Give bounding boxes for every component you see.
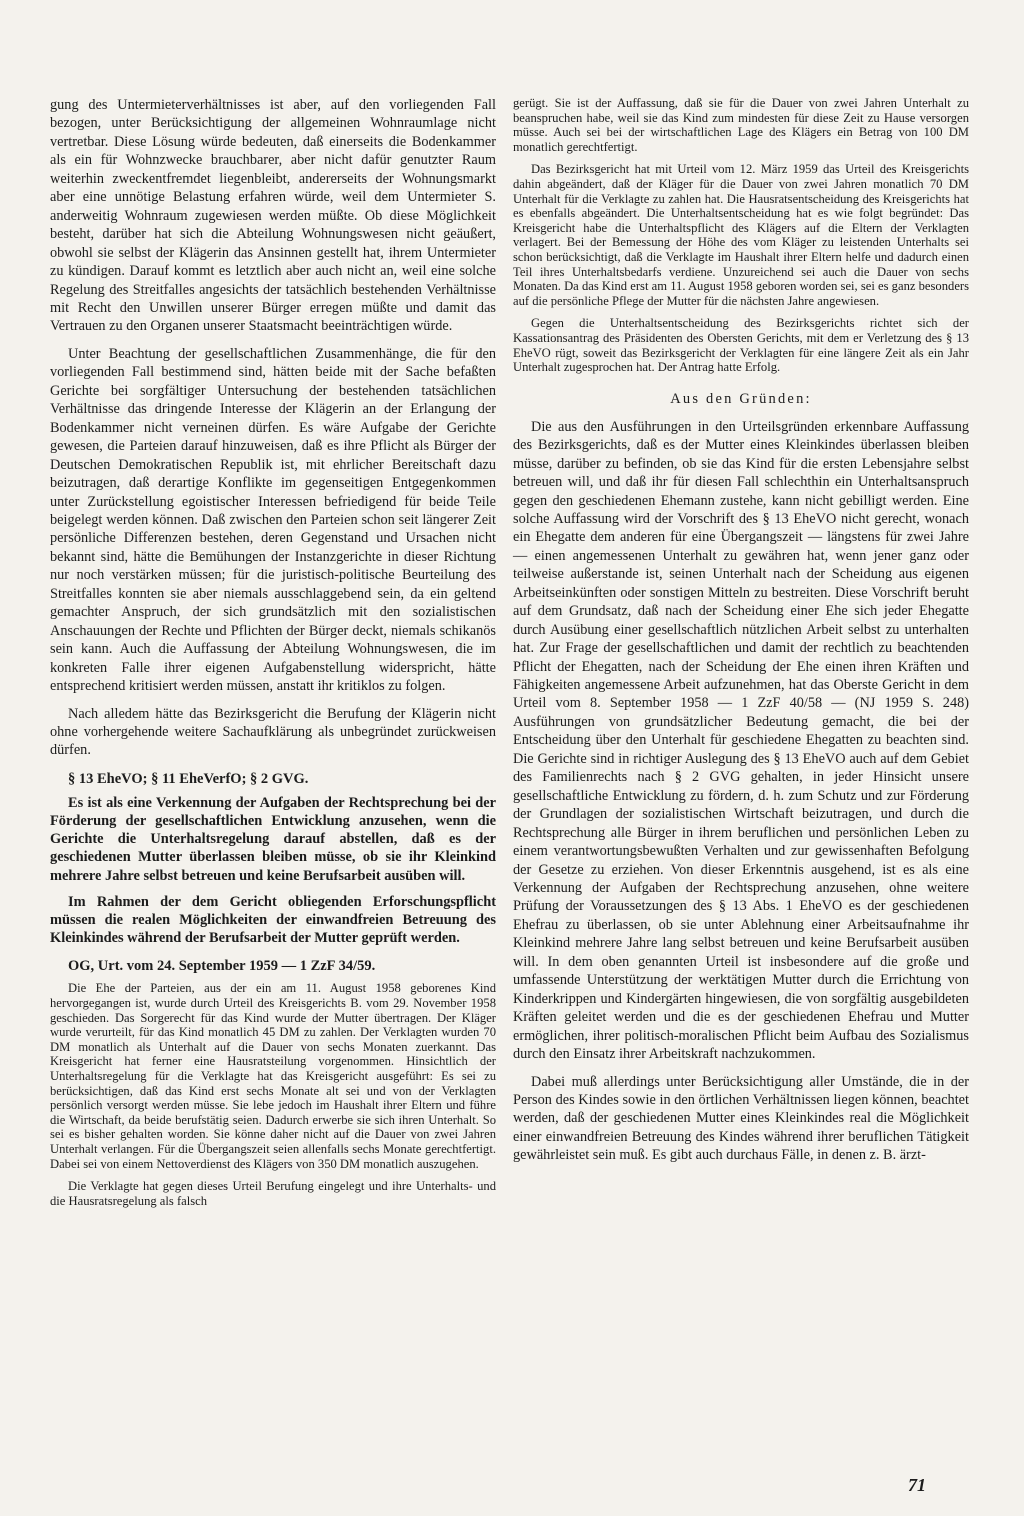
paragraph: gerügt. Sie ist der Auffassung, daß sie für die Dauer von zwei Jahren Unterhalt zu beanspruchen habe, weil sie das Kind zum mindesten für diese Zeit zu Hause versorgen müsse. Auch sei bei der wirtschaftlichen Lage des Klägers ein Betrag von 100 DM monatlich gerechtfertigt. [513,96,969,154]
paragraph: Das Bezirksgericht hat mit Urteil vom 12. März 1959 das Urteil des Kreisgerichts dahin abgeändert, daß der Kläger für die Dauer von zwei Jahren monatlich 70 DM Unterhalt für die Verklagte zu zahlen hat. Die Hausratsentscheidung des Kreisgerichts hat es ebenfalls abgeändert. Die Unterhaltsentscheidung hat es wie folgt begründet: Das Kreisgericht habe die Unterhaltspflicht des Klägers auf die Eltern der Verklagten verlagert. Bei der Bemessung der Höhe des vom Kläger zu leistenden Unterhalts sei schon berücksichtigt, daß die Verklagte im Haushalt ihrer Eltern helfe und dadurch einen Teil ihres Unterhaltsbedarfs verdiene. Unzureichend sei auch die Dauer von sechs Monaten. Da das Kind erst am 11. August 1958 geboren worden sei, sei es ganz besonders auf die persönliche Pflege der Mutter für die nächsten Jahre angewiesen. [513,162,969,308]
paragraph: gung des Untermieterverhältnisses ist aber, auf den vorliegenden Fall bezogen, unter Berücksichtigung der allgemeinen Wohnraumlage nicht vertretbar. Diese Lösung würde bedeuten, daß einerseits die Bodenkammer als ein für Wohnzwecke brauchbarer, aber nicht dafür genutzter Raum weiterhin zweckentfremdet liegenbleibt, andererseits der Wohnungsmarkt aber eine unnötige Belastung erfahren würde, weil dem Untermieter S. anderweitig Wohnraum zugewiesen werden müßte. Ob diese Möglichkeit besteht, darüber hat sich die Abteilung Wohnungswesen nicht geäußert, obwohl sie selbst der Klägerin das Ansinnen gestellt hat, ihrem Untermieter zu kündigen. Darauf kommt es letztlich aber auch nicht an, weil eine solche Regelung des Streitfalles angesichts der tatsächlich bestehenden Verhältnisse mit Recht den Unwillen unserer Bürger erregen müßte und damit das Vertrauen zu den Organen unserer Staatsmacht beeinträchtigen würde. [50,97,496,335]
case-citation: OG, Urt. vom 24. September 1959 — 1 ZzF 34/59. [68,958,376,975]
section-title: Aus den Gründen: [670,390,812,407]
paragraph: Nach alledem hätte das Bezirksgericht die Berufung der Klägerin nicht ohne vorhergehende weitere Sachaufklärung als unbegründet zurückweisen dürfen. [50,705,496,759]
page-number: 71 [908,1475,926,1495]
headnote: Im Rahmen der dem Gericht obliegenden Erforschungspflicht müssen die realen Möglichkeiten der einwandfreien Betreuung des Kleinkindes während der Berufsarbeit der Mutter geprüft werden. [50,893,496,947]
paragraph: Dabei muß allerdings unter Berücksichtigung aller Umstände, die in der Person des Kindes sowie in den örtlichen Verhältnissen liegen können, beachtet werden, daß der geschiedenen Mutter eines Kleinkindes real die Möglichkeit einer einwandfreien Betreuung des Kindes während ihrer beruflichen Tätigkeit gewährleistet sein muß. Es gibt auch durchaus Fälle, in denen z. B. ärzt- [513,1073,969,1164]
paragraph: Unter Beachtung der gesellschaftlichen Zusammenhänge, die für den vorliegenden Fall bestimmend sind, hätten beide mit der Sache befaßten Gerichte bei sorgfältiger Untersuchung der bestehenden tatsächlichen Verhältnisse das dringende Interesse der Klägerin an der Erlangung der Bodenkammer nicht verneinen dürfen. Es wäre Aufgabe der Gerichte gewesen, die Parteien darauf hinzuweisen, daß es ihre Pflicht als Bürger der Deutschen Demokratischen Republik ist, mit ehrlicher Bereitschaft dazu beizutragen, daß derartige Konflikte im gegenseitigen Entgegenkommen unter Zurückstellung egoistischer Interessen befriedigend für beide Teile beigelegt werden können. Daß zwischen den Parteien schon seit längerer Zeit persönliche Differenzen bestehen, deren Gegenstand und Ursachen nicht bekannt sind, hätte die Bemühungen der Instanzgerichte in dieser Richtung nur noch verstärken müssen; für die juristisch-politische Beurteilung des Streitfalles konnten sie aber niemals ausschlaggebend sein, da ein geltend gemachter Anspruch, der sich grundsätzlich mit den sozialistischen Anschauungen der Rechte und Pflichten der Bürger deckt, niemals schikanös sein kann. Auch die Auffassung der Abteilung Wohnungswesen, die im konkreten Falle ihrer eigenen Aufgabenstellung widerspricht, hätte entsprechend kritisiert werden müssen, anstatt ihr kritiklos zu folgen. [50,345,496,695]
paragraph: Gegen die Unterhaltsentscheidung des Bezirksgerichts richtet sich der Kassationsantrag des Präsidenten des Obersten Gerichts, mit dem er Verletzung des § 13 EheVO rügt, soweit das Bezirksgericht der Verklagten für eine längere Zeit als ein Jahr Unterhalt zugesprochen hat. Der Antrag hatte Erfolg. [513,316,969,375]
paragraph: Die Verklagte hat gegen dieses Urteil Berufung eingelegt und ihre Unterhalts- und die Hausratsregelung als falsch [50,1179,496,1208]
headnote: Es ist als eine Verkennung der Aufgaben der Rechtsprechung bei der Förderung der gesellschaftlichen Entwicklung anzusehen, wenn die Gerichte die Unterhaltsregelung darauf abstellen, daß es der geschiedenen Mutter überlassen bleiben müsse, ob sie ihr Kleinkind mehrere Jahre selbst betreuen und keine Berufsarbeit ausüben will. [50,794,496,884]
right-column [513,96,969,1174]
paragraph: Die Ehe der Parteien, aus der ein am 11. August 1958 geborenes Kind hervorgegangen ist, wurde durch Urteil des Kreisgerichts B. vom 29. November 1958 geschieden. Das Sorgerecht für das Kind wurde der Mutter übertragen. Der Kläger wurde verurteilt, für das Kind monatlich 45 DM zu zahlen. Der Verklagten wurden 70 DM monatlich als Unterhalt auf die Dauer von sechs Monaten zuerkannt. Das Kreisgericht hat ferner eine Hausratsteilung vorgenommen. Hinsichtlich der Unterhaltsregelung für die Verklagte hat das Kreisgericht ausgeführt: Es sei zu berücksichtigen, daß das Kind erst sechs Monate alt sei und von der Verklagten persönlich versorgt werden müsse. Sie lebe jedoch im Haushalt ihrer Eltern und führe die Wirtschaft, da beide berufstätig seien. Dadurch erwerbe sie sich ihren Unterhalt. So sei es bisher gehalten worden. Sie könne daher nicht auf die Dauer von zwei Jahren Unterhalt verlangen. Für die Übergangszeit seien allenfalls sechs Monate gerechtfertigt. Dabei sei von einem Nettoverdienst des Klägers von 350 DM monatlich auszugehen. [50,981,496,1171]
paragraph: Die aus den Ausführungen in den Urteilsgründen erkennbare Auffassung des Bezirksgerichts, daß es der Mutter eines Kleinkindes überlassen bleiben müsse, darüber zu befinden, ob sie das Kind für die ersten Lebensjahre selbst betreuen will, und daß ihr für diesen Fall schlechthin ein Unterhaltsanspruch gegen den geschiedenen Ehemann zustehe, kann nicht gebilligt werden. Eine solche Auffassung wird der Vorschrift des § 13 EheVO nicht gerecht, wonach ein Ehegatte dem anderen für eine Übergangszeit — längstens für zwei Jahre — einen angemessenen Unterhalt zu gewähren hat, wenn jener ganz oder teilweise außerstande ist, seinen Unterhalt nach der Scheidung aus eigenen Arbeitseinkünften oder sonstigen Mitteln zu bestreiten. Diese Vorschrift beruht auf dem Grundsatz, daß nach der Scheidung einer Ehe sich jeder Ehegatte durch Ausübung einer gesellschaftlich nützlichen Arbeit selbst zu unterhalten hat. Zur Frage der gesellschaftlichen und damit der rechtlich zu beachtenden Pflicht der Ehegatten, nach der Scheidung der Ehe einen ihren Kräften und Fähigkeiten angemessene Arbeit aufzunehmen, hat das Oberste Gericht in dem Urteil vom 8. September 1958 — 1 ZzF 40/58 — (NJ 1959 S. 248) Ausführungen von grundsätzlicher Bedeutung gemacht, die bei der Entscheidung über den Unterhalt für geschiedene Ehegatten zu beachten sind. Die Gerichte sind in richtiger Auslegung des § 13 EheVO auch auf dem Gebiet des Familienrechts nach § 2 GVG gehalten, in jeder Hinsicht unsere gesellschaftliche Entwicklung zu fördern, d. h. zum Schutz und zur Förderung der Grundlagen der sozialistischen Wirtschaft beizutragen, und durch die Rechtsprechung alle Bürger in ihrem beruflichen und persönlichen Leben zu einem verantwortungsbewußten Verhalten und zur gewissenhaften Befolgung der Gesetze zu erziehen. Von dieser Erkenntnis ausgehend, ist es als eine Verkennung der Aufgaben der Rechtsprechung anzusehen, ohne weitere Prüfung der Voraussetzungen des § 13 Abs. 1 EheVO es der geschiedenen Ehefrau zu überlassen, ob sie unter Ablehnung einer Arbeitsaufnahme ihr Kleinkind mehrere Jahre lang selbst betreuen und keine Berufsarbeit ausüben will. In dem oben genannten Urteil ist insbesondere auf die große und umfassende Unterstützung der werktätigen Mutter durch die Errichtung von Kinderkrippen und Kindergärten hingewiesen, die von sorgfältig ausgebildeten Kräften geleitet werden und die es der geschiedenen Ehefrau und Mutter ermöglichen, ihrer politisch-moralischen Pflicht beim Aufbau des Sozialismus durch den Einsatz ihrer Arbeitskraft nachzukommen. [513,418,969,1063]
section-heading: § 13 EheVO; § 11 EheVerfO; § 2 GVG. [68,770,309,787]
left-column [50,96,496,1216]
